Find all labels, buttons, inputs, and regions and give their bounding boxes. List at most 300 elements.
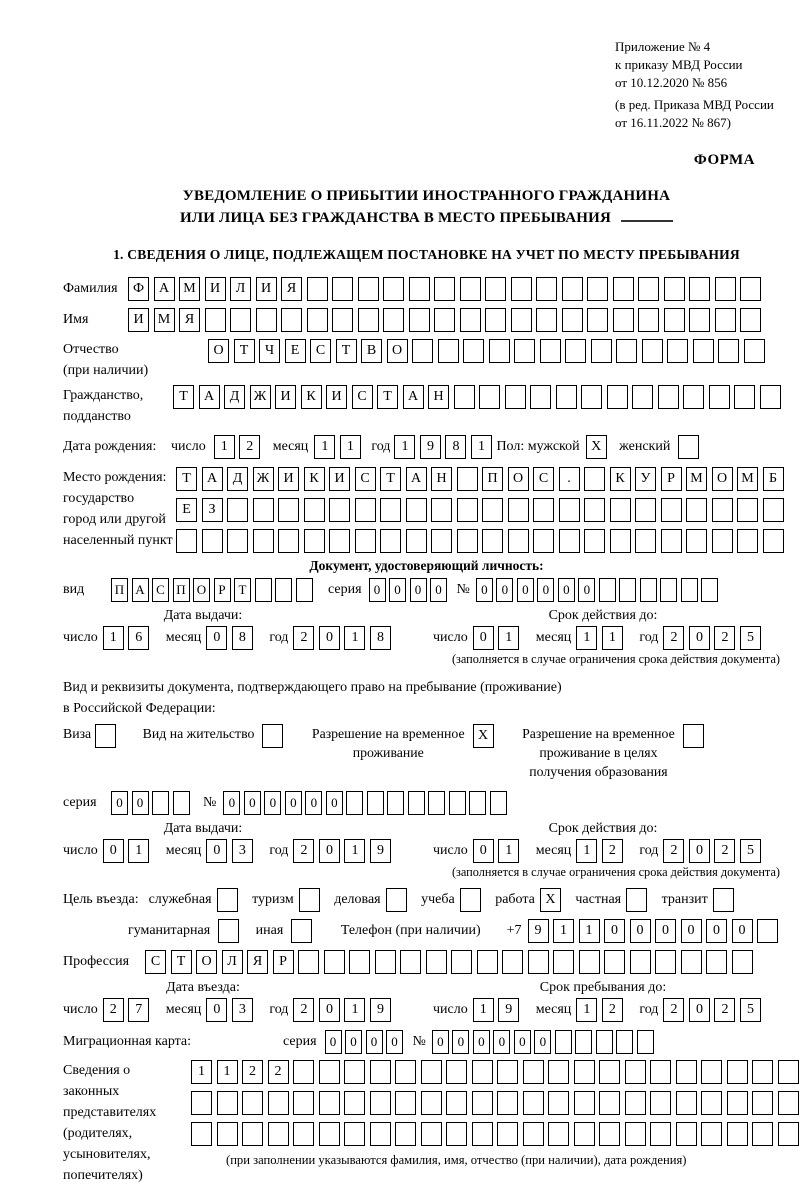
doc-type-boxes-cell	[275, 578, 292, 602]
page-title	[63, 185, 790, 229]
surname-boxes-cell: И	[205, 277, 226, 301]
birthplace-boxes-1-cell: К	[304, 467, 325, 491]
birthplace-boxes-2-cell	[227, 498, 248, 522]
surname-boxes-cell	[332, 277, 353, 301]
birthplace-boxes-3-cell	[661, 529, 682, 553]
legal-reps-boxes-2-cell	[472, 1091, 493, 1115]
doc-series-boxes-cell: 0	[389, 578, 406, 602]
patronymic-boxes-cell	[591, 339, 612, 363]
birthplace-boxes-1-cell	[584, 467, 605, 491]
surname-boxes-cell: Ф	[128, 277, 149, 301]
purpose-private-checkbox	[626, 888, 652, 912]
name-boxes-cell	[205, 308, 226, 332]
res-valid-day-boxes-cell: 0	[473, 839, 494, 863]
resdoc-type-row	[63, 724, 790, 781]
legal-reps-boxes-3-cell	[344, 1122, 365, 1146]
legal-reps-boxes-2-cell	[625, 1091, 646, 1115]
doc-valid-month-boxes	[576, 626, 627, 650]
mig-number-boxes-cell: 0	[534, 1030, 551, 1054]
res-issue-col: Дата выдачи: число 0 1 месяц 0 3 год 2 0 1 9	[63, 821, 433, 863]
patronymic-boxes-cell: О	[387, 339, 408, 363]
iddoc-heading: Документ, удостоверяющий личность:	[309, 558, 544, 573]
profession-boxes-cell: С	[145, 950, 166, 974]
surname-label: Фамилия	[63, 281, 118, 296]
patronymic-boxes-cell	[463, 339, 484, 363]
temp-residence-group	[312, 724, 498, 762]
doc-valid-day-boxes	[473, 626, 524, 650]
surname-boxes-cell	[409, 277, 430, 301]
birthplace-boxes-1-cell: Д	[227, 467, 248, 491]
phone-boxes-cell: 0	[655, 919, 676, 943]
name-boxes-cell	[536, 308, 557, 332]
birthplace-boxes-3-cell	[253, 529, 274, 553]
res-number-boxes-cell	[387, 791, 404, 815]
doc-issue-day-boxes	[103, 626, 154, 650]
surname-boxes-cell: А	[154, 277, 175, 301]
doc-number-boxes-cell: 0	[517, 578, 534, 602]
birthplace-boxes-1-cell: Т	[176, 467, 197, 491]
birth-month-boxes	[314, 435, 365, 459]
doc-number-boxes-cell: 0	[558, 578, 575, 602]
legal-reps-boxes-1-cell	[446, 1060, 467, 1084]
citizenship-boxes-cell	[760, 385, 781, 409]
stay-until-col: Срок пребывания до: число 1 9 месяц 1 2 год 2 0 2 5	[433, 980, 773, 1022]
birthplace-boxes-2-cell	[482, 498, 503, 522]
profession-boxes-cell	[630, 950, 651, 974]
surname-boxes-cell	[587, 277, 608, 301]
doc-number-boxes-cell	[701, 578, 718, 602]
res-valid-col: Срок действия до: число 0 1 месяц 1 2 год 2 0 2 5	[433, 821, 773, 863]
legal-reps-boxes-1-cell	[319, 1060, 340, 1084]
birthplace-boxes-3	[176, 529, 788, 553]
res-valid-year-boxes-cell: 2	[663, 839, 684, 863]
legal-reps-boxes-1-cell	[650, 1060, 671, 1084]
profession-boxes-cell	[375, 950, 396, 974]
doc-issue-month-boxes-cell: 8	[232, 626, 253, 650]
legal-reps-boxes-1-cell: 2	[242, 1060, 263, 1084]
legal-reps-boxes-2-cell	[395, 1091, 416, 1115]
legal-reps-boxes-2-cell	[293, 1091, 314, 1115]
profession-boxes-cell: Л	[222, 950, 243, 974]
birthplace-boxes-2-cell	[584, 498, 605, 522]
header-ref-block	[615, 38, 790, 132]
res-number-boxes-cell	[346, 791, 363, 815]
phone-boxes-cell: 0	[732, 919, 753, 943]
legal-reps-boxes-3-cell	[625, 1122, 646, 1146]
birthplace-boxes-3-cell	[584, 529, 605, 553]
temp-residence-edu-group	[522, 724, 708, 781]
patronymic-boxes-cell	[667, 339, 688, 363]
purpose-other-label: иная	[255, 923, 284, 938]
doc-series-boxes-cell: 0	[430, 578, 447, 602]
entry-date-col: Дата въезда: число 2 7 месяц 0 3 год 2 0 1 9	[63, 980, 433, 1022]
purpose-tourism-checkbox-cell	[299, 888, 320, 912]
citizenship-boxes-cell	[530, 385, 551, 409]
doc-issue-month-boxes	[206, 626, 257, 650]
citizenship-boxes-cell	[479, 385, 500, 409]
legal-reps-boxes-2-cell	[268, 1091, 289, 1115]
residence-permit-label: Вид на жительство	[142, 726, 255, 741]
doc-number-boxes	[476, 578, 722, 602]
patronymic-boxes-cell: Е	[285, 339, 306, 363]
res-number-label: №	[203, 795, 217, 810]
citizenship-boxes-cell: С	[352, 385, 373, 409]
citizenship-boxes-cell	[632, 385, 653, 409]
surname-boxes-cell	[460, 277, 481, 301]
patronymic-boxes-cell: Т	[234, 339, 255, 363]
res-number-boxes-cell: 0	[223, 791, 240, 815]
mig-series-boxes-cell: 0	[345, 1030, 362, 1054]
birthplace-boxes-2-cell	[559, 498, 580, 522]
name-boxes-cell	[409, 308, 430, 332]
doc-issue-month-boxes-cell: 0	[206, 626, 227, 650]
legal-reps-boxes-2-cell	[191, 1091, 212, 1115]
phone-boxes-cell: 0	[604, 919, 625, 943]
patronymic-boxes-cell: В	[361, 339, 382, 363]
doc-issue-year-boxes-cell: 1	[344, 626, 365, 650]
mig-number-boxes-cell	[575, 1030, 592, 1054]
birthplace-boxes-2-cell	[763, 498, 784, 522]
res-number-boxes-cell	[490, 791, 507, 815]
citizenship-boxes-cell: И	[275, 385, 296, 409]
purpose-other-checkbox	[291, 919, 317, 943]
legal-reps-boxes-col	[191, 1060, 800, 1168]
stay-until-label: Срок пребывания до:	[539, 980, 667, 995]
citizenship-boxes-cell	[454, 385, 475, 409]
doc-issue-label: Дата выдачи:	[163, 608, 243, 623]
res-series-boxes-cell	[152, 791, 169, 815]
mig-number-boxes	[432, 1030, 658, 1054]
birthplace-boxes-1-cell: И	[278, 467, 299, 491]
birthplace-boxes-1-cell: Ж	[253, 467, 274, 491]
mig-number-boxes-cell: 0	[432, 1030, 449, 1054]
mig-number-boxes-cell	[616, 1030, 633, 1054]
entry-month-boxes-cell: 3	[232, 998, 253, 1022]
sex-male-checkbox	[586, 435, 612, 459]
header-line: Приложение № 4	[615, 39, 711, 54]
birthplace-boxes-3-cell	[763, 529, 784, 553]
res-issue-label: Дата выдачи:	[163, 821, 243, 836]
birthplace-boxes-1-cell: И	[329, 467, 350, 491]
birthplace-boxes-1-cell: .	[559, 467, 580, 491]
legal-reps-boxes-2-cell	[778, 1091, 799, 1115]
entry-month-boxes	[206, 998, 257, 1022]
phone-boxes-cell: 0	[630, 919, 651, 943]
res-issue-month-boxes	[206, 839, 257, 863]
sex-male-label: Пол: мужской	[496, 439, 580, 454]
name-boxes-cell	[383, 308, 404, 332]
legal-reps-boxes-3	[191, 1122, 800, 1146]
citizenship-boxes-cell	[658, 385, 679, 409]
citizenship-boxes-cell: И	[326, 385, 347, 409]
purpose-study-checkbox-cell	[460, 888, 481, 912]
res-issue-day-boxes	[103, 839, 154, 863]
res-issue-day-boxes-cell: 0	[103, 839, 124, 863]
doc-type-boxes	[111, 578, 316, 602]
doc-dates-row	[63, 608, 790, 650]
surname-boxes-cell	[358, 277, 379, 301]
birthplace-boxes-3-cell	[712, 529, 733, 553]
legal-reps-label: Сведения о законных представителях (родителях, усыновителях, попечителях)	[63, 1063, 157, 1183]
patronymic-boxes-cell	[642, 339, 663, 363]
legal-reps-boxes-2-cell	[370, 1091, 391, 1115]
stay-year-boxes	[663, 998, 765, 1022]
purpose-private-label: частная	[575, 892, 622, 907]
birthplace-boxes-1-cell: О	[712, 467, 733, 491]
res-valid-label: Срок действия до:	[548, 821, 658, 836]
legal-reps-boxes-3-cell	[497, 1122, 518, 1146]
name-boxes	[128, 308, 766, 332]
legal-reps-boxes-1-cell	[599, 1060, 620, 1084]
profession-boxes-cell	[502, 950, 523, 974]
birthplace-boxes-3-cell	[176, 529, 197, 553]
stay-year-boxes-cell: 2	[663, 998, 684, 1022]
name-boxes-cell	[740, 308, 761, 332]
patronymic-boxes-cell	[693, 339, 714, 363]
citizenship-boxes-cell	[683, 385, 704, 409]
migration-card-row	[63, 1030, 790, 1054]
birth-day-boxes-cell: 2	[239, 435, 260, 459]
profession-boxes-cell	[324, 950, 345, 974]
birthplace-boxes-3-cell	[508, 529, 529, 553]
doc-valid-day-boxes-cell: 0	[473, 626, 494, 650]
res-issue-month-boxes-cell: 0	[206, 839, 227, 863]
entry-day-boxes-cell: 2	[103, 998, 124, 1022]
birthplace-boxes-3-cell	[202, 529, 223, 553]
doc-number-boxes-cell: 0	[578, 578, 595, 602]
res-valid-year-boxes-cell: 0	[689, 839, 710, 863]
res-series-boxes-cell: 0	[111, 791, 128, 815]
profession-boxes-cell	[528, 950, 549, 974]
stay-month-boxes-cell: 2	[602, 998, 623, 1022]
doc-number-boxes-cell	[660, 578, 677, 602]
birth-year-boxes-cell: 1	[394, 435, 415, 459]
profession-boxes-cell: Я	[247, 950, 268, 974]
header-line: от 16.11.2022 № 867)	[615, 115, 732, 130]
legal-reps-boxes-1-cell	[752, 1060, 773, 1084]
title-line-1: УВЕДОМЛЕНИЕ О ПРИБЫТИИ ИНОСТРАННОГО ГРАЖДАНИНА	[182, 188, 671, 204]
legal-reps-boxes-2	[191, 1091, 800, 1115]
name-boxes-cell	[664, 308, 685, 332]
doc-issue-col: Дата выдачи: число 1 6 месяц 0 8 год 2 0 1 8	[63, 608, 433, 650]
profession-boxes-cell	[706, 950, 727, 974]
doc-number-boxes-cell	[681, 578, 698, 602]
purpose-tourism-label: туризм	[252, 892, 294, 907]
res-issue-year-boxes-cell: 2	[293, 839, 314, 863]
doc-valid-year-boxes-cell: 5	[740, 626, 761, 650]
res-number-boxes-cell: 0	[305, 791, 322, 815]
name-boxes-cell	[307, 308, 328, 332]
name-boxes-cell: Я	[179, 308, 200, 332]
birthplace-boxes-2-cell	[278, 498, 299, 522]
name-boxes-cell	[256, 308, 277, 332]
legal-reps-boxes-2-cell	[446, 1091, 467, 1115]
entry-year-boxes-cell: 2	[293, 998, 314, 1022]
legal-reps-boxes-1-cell	[548, 1060, 569, 1084]
legal-reps-boxes-3-cell	[574, 1122, 595, 1146]
birthplace-boxes-1-cell: К	[610, 467, 631, 491]
doc-series-boxes	[369, 578, 451, 602]
res-series-boxes	[111, 791, 193, 815]
surname-boxes-cell	[638, 277, 659, 301]
res-valid-year-boxes	[663, 839, 765, 863]
phone-boxes-cell	[757, 919, 778, 943]
surname-boxes-cell: М	[179, 277, 200, 301]
legal-reps-boxes-2-cell	[497, 1091, 518, 1115]
birthplace-boxes-3-cell	[686, 529, 707, 553]
legal-reps-boxes-3-cell	[370, 1122, 391, 1146]
res-number-boxes-cell	[367, 791, 384, 815]
name-boxes-cell: М	[154, 308, 175, 332]
purpose-work-label: работа	[495, 892, 535, 907]
purpose-business-label: служебная	[148, 892, 212, 907]
birthplace-boxes-1-cell: О	[508, 467, 529, 491]
name-boxes-cell	[460, 308, 481, 332]
name-boxes-cell	[613, 308, 634, 332]
section1-heading: 1. СВЕДЕНИЯ О ЛИЦЕ, ПОДЛЕЖАЩЕМ ПОСТАНОВКЕ НА УЧЕТ ПО МЕСТУ ПРЕБЫВАНИЯ	[113, 247, 740, 262]
phone-label: Телефон (при наличии)	[340, 923, 481, 938]
entry-year-boxes-cell: 9	[370, 998, 391, 1022]
entry-dates-row	[63, 980, 790, 1022]
citizenship-boxes-cell: К	[301, 385, 322, 409]
birthplace-boxes-3-cell	[329, 529, 350, 553]
surname-boxes-cell	[511, 277, 532, 301]
birth-month-boxes-cell: 1	[314, 435, 335, 459]
legal-reps-boxes-2-cell	[217, 1091, 238, 1115]
legal-reps-boxes-1-cell	[497, 1060, 518, 1084]
legal-reps-boxes-3-cell	[778, 1122, 799, 1146]
legal-reps-boxes-1-cell	[421, 1060, 442, 1084]
entry-year-boxes	[293, 998, 395, 1022]
birthplace-boxes-2-cell	[457, 498, 478, 522]
mig-series-boxes-cell: 0	[366, 1030, 383, 1054]
birthplace-boxes-2-cell	[635, 498, 656, 522]
mig-series-boxes	[325, 1030, 407, 1054]
surname-boxes-cell	[307, 277, 328, 301]
temp-residence-edu-label: Разрешение на временное проживание в целях получения образования	[522, 726, 675, 779]
res-number-boxes-cell: 0	[326, 791, 343, 815]
temp-residence-checkbox	[473, 724, 499, 748]
legal-reps-row	[63, 1060, 790, 1186]
purpose-delovaya-checkbox	[386, 888, 412, 912]
surname-boxes-cell	[664, 277, 685, 301]
res-issue-year-boxes-cell: 0	[319, 839, 340, 863]
purpose-study-checkbox	[460, 888, 486, 912]
purpose-humanitarian-checkbox-cell	[218, 919, 239, 943]
stay-month-boxes-cell: 1	[576, 998, 597, 1022]
legal-reps-boxes-3-cell	[676, 1122, 697, 1146]
legal-reps-boxes-2-cell	[599, 1091, 620, 1115]
name-boxes-cell	[689, 308, 710, 332]
surname-boxes-cell: Я	[281, 277, 302, 301]
doc-type-boxes-cell	[255, 578, 272, 602]
profession-boxes-cell	[655, 950, 676, 974]
legal-reps-boxes-1-cell	[370, 1060, 391, 1084]
doc-number-label: №	[456, 582, 470, 597]
legal-reps-boxes-2-cell	[421, 1091, 442, 1115]
doc-type-row	[63, 578, 790, 602]
doc-type-boxes-cell: С	[152, 578, 169, 602]
legal-reps-boxes-1-cell: 1	[217, 1060, 238, 1084]
birthplace-boxes-1-cell: М	[686, 467, 707, 491]
doc-type-boxes-cell: П	[111, 578, 128, 602]
legal-reps-boxes-3-cell	[752, 1122, 773, 1146]
citizenship-boxes-cell: Н	[428, 385, 449, 409]
sex-male-checkbox-cell: X	[586, 435, 607, 459]
profession-boxes-cell	[732, 950, 753, 974]
profession-boxes-cell	[681, 950, 702, 974]
doc-valid-month-boxes-cell: 1	[576, 626, 597, 650]
entry-year-boxes-cell: 1	[344, 998, 365, 1022]
patronymic-boxes-cell	[412, 339, 433, 363]
name-boxes-cell	[332, 308, 353, 332]
surname-boxes-cell: Л	[230, 277, 251, 301]
doc-number-boxes-cell	[640, 578, 657, 602]
res-series-boxes-cell	[173, 791, 190, 815]
phone-boxes-cell: 0	[706, 919, 727, 943]
stay-year-boxes-cell: 0	[689, 998, 710, 1022]
patronymic-boxes-cell	[565, 339, 586, 363]
profession-boxes-cell	[426, 950, 447, 974]
res-number-boxes	[223, 791, 510, 815]
purpose-humanitarian-checkbox	[218, 919, 244, 943]
legal-reps-boxes-3-cell	[701, 1122, 722, 1146]
name-row	[63, 308, 790, 332]
doc-type-boxes-cell: А	[132, 578, 149, 602]
profession-label: Профессия	[63, 954, 130, 969]
legal-reps-boxes-2-cell	[727, 1091, 748, 1115]
birthplace-boxes-3-cell	[355, 529, 376, 553]
purpose-tourism-checkbox	[299, 888, 325, 912]
profession-boxes-cell: Р	[273, 950, 294, 974]
stay-month-boxes	[576, 998, 627, 1022]
patronymic-boxes-cell: Т	[336, 339, 357, 363]
doc-series-boxes-cell: 0	[369, 578, 386, 602]
legal-reps-boxes-3-cell	[650, 1122, 671, 1146]
citizenship-boxes-cell	[709, 385, 730, 409]
residence-permit-checkbox	[262, 724, 288, 748]
birthplace-boxes-1	[176, 467, 788, 491]
birthplace-boxes-2-cell	[533, 498, 554, 522]
birthdate-row	[63, 435, 790, 459]
birthplace-boxes-1-cell: Р	[661, 467, 682, 491]
purpose-label: Цель въезда:	[63, 892, 139, 907]
birthplace-boxes-2-cell	[712, 498, 733, 522]
legal-reps-boxes-1-cell	[574, 1060, 595, 1084]
doc-type-boxes-cell: Р	[214, 578, 231, 602]
birthplace-label: Место рождения: государство город или другой населенный пункт	[63, 470, 173, 548]
birthplace-boxes-2-cell	[304, 498, 325, 522]
birth-day-boxes	[214, 435, 265, 459]
birthplace-boxes-2-cell	[610, 498, 631, 522]
legal-reps-boxes-3-cell	[217, 1122, 238, 1146]
birthplace-boxes-1-cell: П	[482, 467, 503, 491]
birthplace-boxes-1-cell: С	[355, 467, 376, 491]
birthplace-boxes-2-cell: Е	[176, 498, 197, 522]
surname-boxes-cell: И	[256, 277, 277, 301]
res-valid-month-boxes-cell: 2	[602, 839, 623, 863]
patronymic-boxes-cell: О	[208, 339, 229, 363]
doc-valid-col: Срок действия до: число 0 1 месяц 1 1 год 2 0 2 5	[433, 608, 773, 650]
birthplace-boxes-3-cell	[278, 529, 299, 553]
doc-number-boxes-cell: 0	[476, 578, 493, 602]
phone-boxes-cell: 1	[553, 919, 574, 943]
purpose-private-checkbox-cell	[626, 888, 647, 912]
resdoc-text: Вид и реквизиты документа, подтверждающего право на пребывание (проживание) в Российской Федерации:	[63, 680, 562, 716]
name-boxes-cell	[230, 308, 251, 332]
legal-reps-boxes-1-cell	[676, 1060, 697, 1084]
purpose-work-checkbox-cell: X	[540, 888, 561, 912]
